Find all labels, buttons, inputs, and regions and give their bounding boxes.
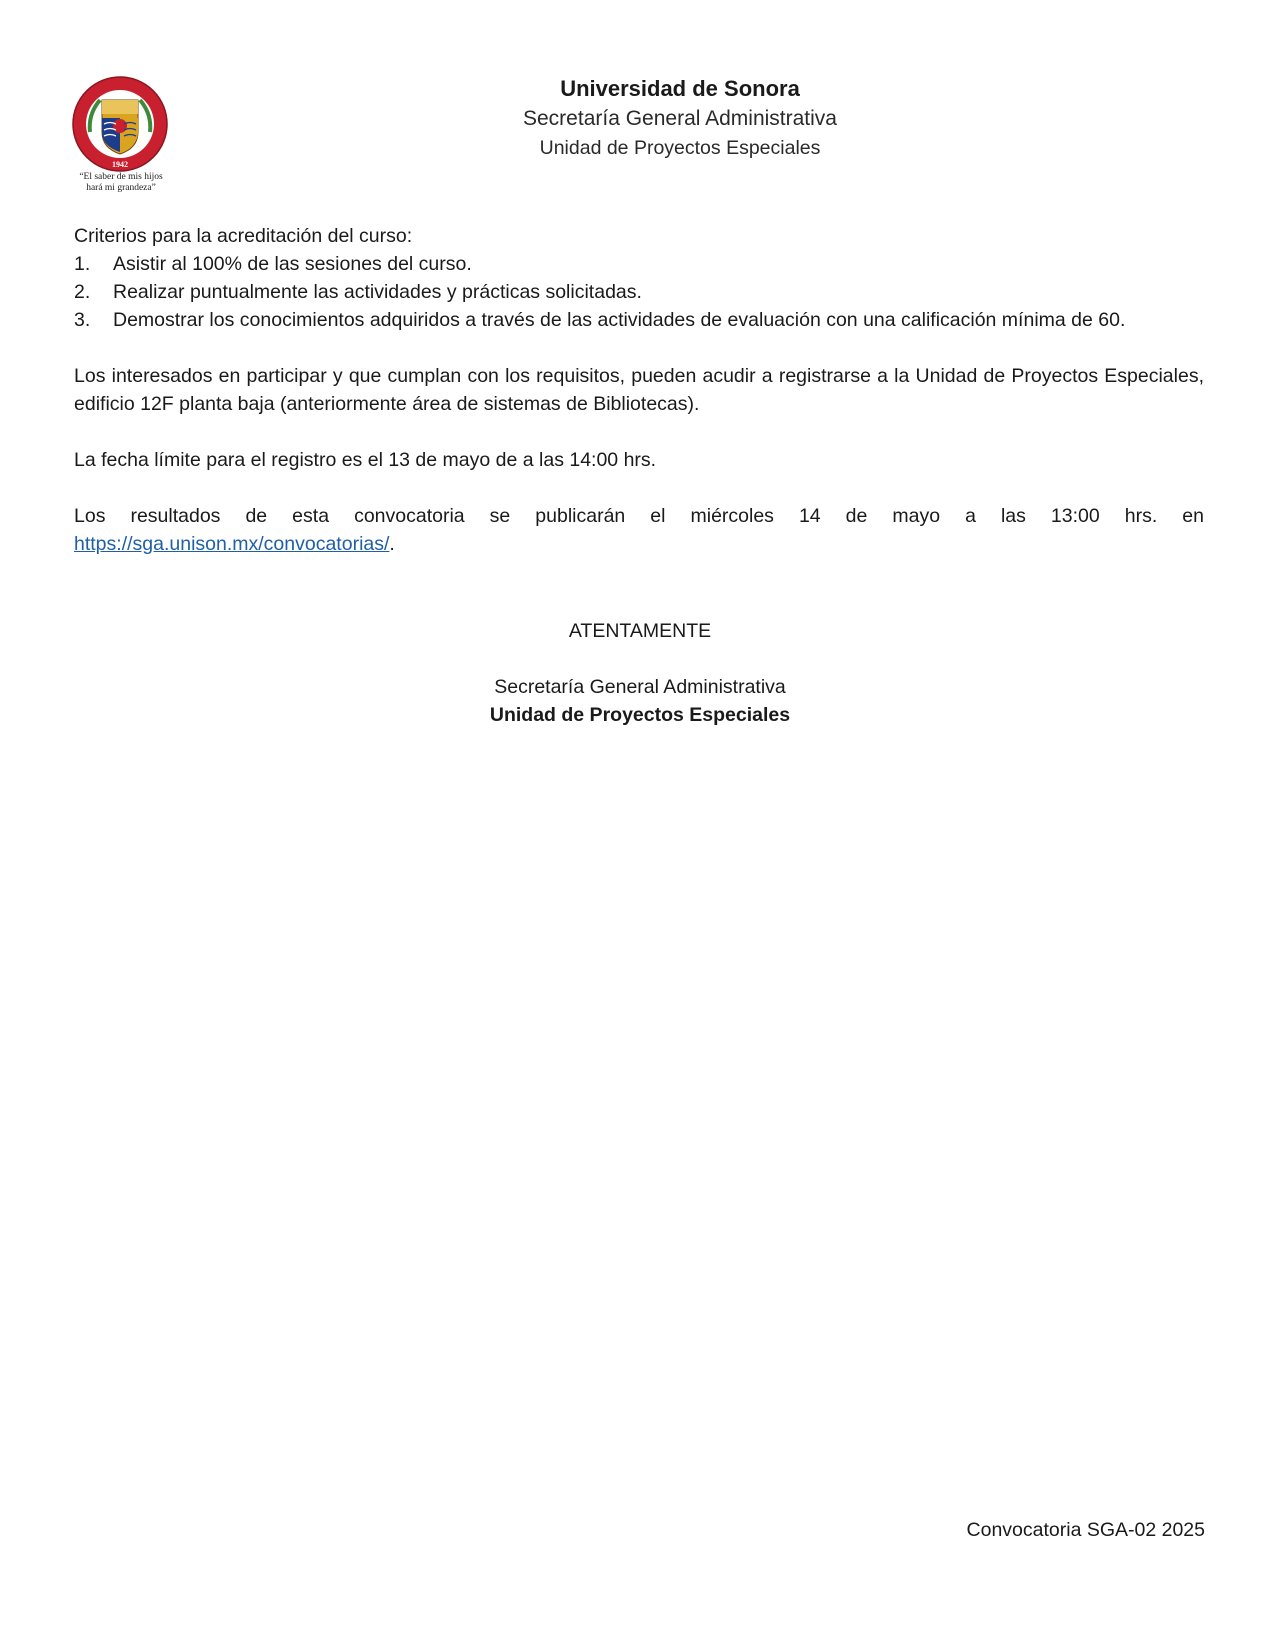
university-name: Universidad de Sonora [560, 76, 800, 101]
criteria-item-text: Asistir al 100% de las sesiones del curso. [113, 253, 472, 275]
motto-line-1: “El saber de mis hijos [79, 172, 163, 182]
seal-year: 1942 [112, 160, 128, 169]
university-motto [66, 172, 176, 194]
criteria-item-text: Demostrar los conocimientos adquiridos a través de las actividades de evaluación con una calificación mínima de 60. [113, 309, 1126, 331]
department-name: Secretaría General Administrativa [523, 107, 837, 130]
seal-emblem-icon [70, 74, 170, 174]
salutation: ATENTAMENTE [568, 620, 712, 642]
criteria-item [74, 250, 1204, 278]
criteria-item-number: 3. [74, 309, 91, 331]
criteria-list [74, 250, 1204, 334]
results-text: Los resultados de esta convocatoria se publicarán el miércoles 14 de mayo a las 13:00 hrs. en [74, 505, 1204, 527]
criteria-item-number: 1. [74, 253, 91, 275]
criteria-item [74, 278, 1204, 306]
document-header [380, 74, 980, 162]
criteria-heading: Criterios para la acreditación del curso: [74, 225, 413, 247]
motto-line-2: hará mi grandeza” [86, 183, 156, 193]
results-link[interactable]: https://sga.unison.mx/convocatorias/ [74, 533, 390, 555]
registration-paragraph: Los interesados en participar y que cumplan con los requisitos, pueden acudir a registrarse a la Unidad de Proyectos Especiales, edificio 12F planta baja (anteriormente área de sistemas de Bibliotecas). [74, 365, 1204, 415]
signature-line-1: Secretaría General Administrativa [494, 676, 786, 698]
criteria-item-number: 2. [74, 281, 91, 303]
unit-name: Unidad de Proyectos Especiales [539, 137, 821, 159]
document-body [74, 222, 1204, 558]
document-footer-code: Convocatoria SGA-02 2025 [966, 1519, 1205, 1541]
results-end: . [389, 533, 395, 555]
criteria-item-text: Realizar puntualmente las actividades y prácticas solicitadas. [113, 281, 642, 303]
deadline-paragraph: La fecha límite para el registro es el 13 de mayo de a las 14:00 hrs. [74, 449, 657, 471]
closing-section [340, 617, 940, 729]
results-paragraph [74, 502, 1204, 558]
criteria-item [74, 306, 1204, 334]
signature-line-2: Unidad de Proyectos Especiales [489, 704, 791, 726]
